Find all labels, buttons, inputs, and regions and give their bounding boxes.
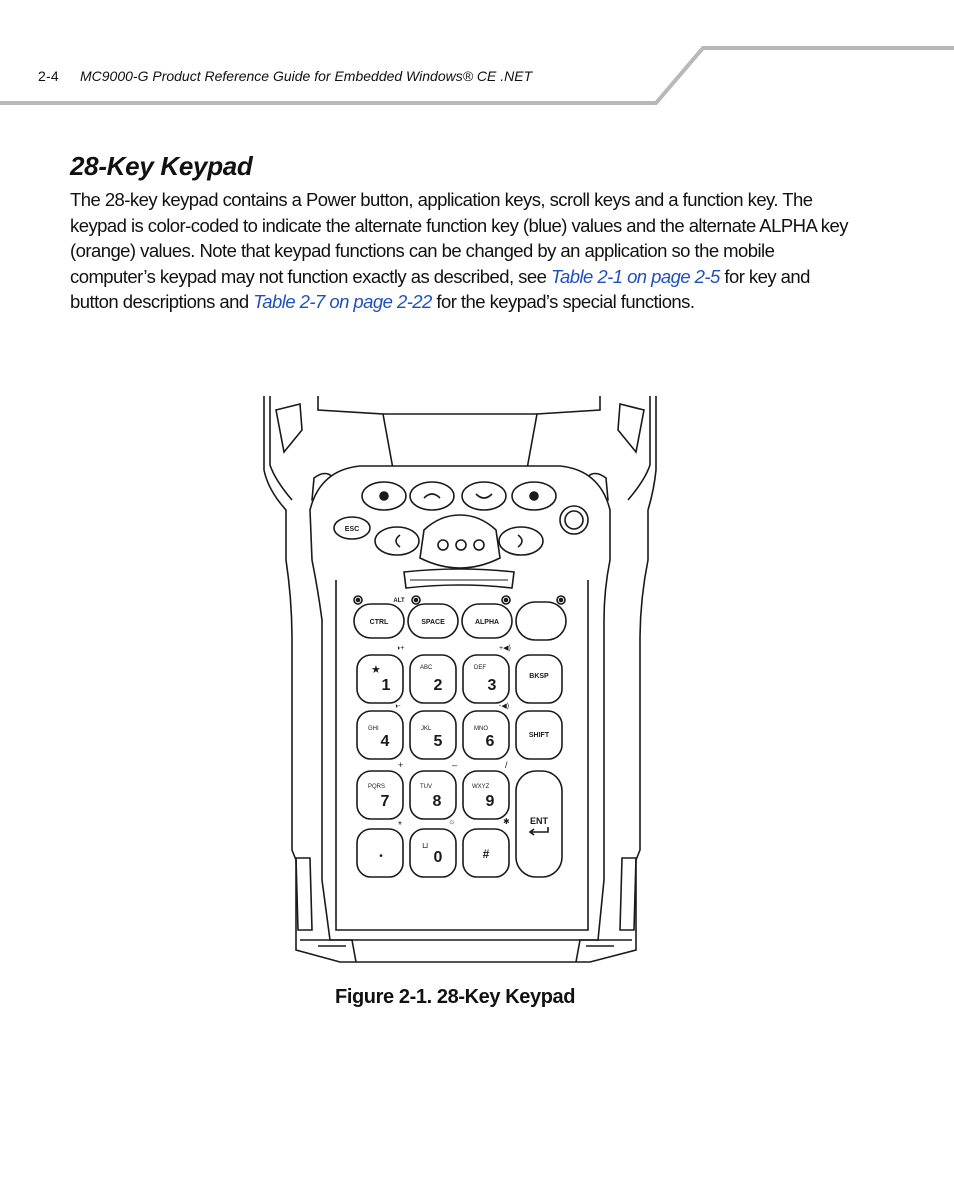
dot-key-label: • (379, 851, 383, 862)
scroll-left-key[interactable] (375, 527, 419, 555)
key-6-alpha: MNO (474, 726, 488, 732)
enter-key-label: ENT (530, 816, 548, 826)
app-key-1[interactable] (362, 482, 406, 510)
minus-symbol: – (452, 760, 458, 770)
key-1-label: 1 (381, 677, 391, 694)
key-6-label: 6 (485, 733, 495, 750)
slash-symbol: / (505, 760, 508, 770)
lamp-icon: ✱ (503, 817, 510, 826)
key-3[interactable] (463, 655, 509, 703)
plus-symbol: + (398, 760, 404, 770)
bksp-key-label: BKSP (529, 673, 549, 680)
app-key-4[interactable] (512, 482, 556, 510)
link-table-2-1[interactable]: Table 2-1 on page 2-5 (550, 265, 720, 287)
body-text-3: for the keypad’s special functions. (431, 291, 695, 312)
alt-label: ALT (393, 598, 405, 604)
figure-caption: Figure 2-1. 28-Key Keypad (335, 986, 576, 1008)
key-2-label: 2 (433, 677, 443, 694)
app-key-2[interactable] (410, 482, 454, 510)
key-2-alpha: ABC (420, 665, 433, 671)
body-text-1: The 28-key keypad contains a Power button, application keys, scroll keys and a function key. The keypad is color-coded to indicate the alternate function key (blue) values and the alternate ALPHA key (orange) values. Note that keypad functions can be changed by an application so the mobile computer’s keypad may not function exactly as described, see (70, 189, 848, 287)
keypad-illustration (262, 394, 658, 966)
key-5-label: 5 (433, 733, 443, 750)
header-rule (0, 0, 954, 110)
key-4-label: 4 (380, 733, 390, 750)
key-5-alpha: JKL (421, 726, 432, 732)
key-9-label: 9 (485, 793, 495, 810)
space-glyph-icon: ⊔ (422, 841, 429, 850)
function-key[interactable] (516, 602, 566, 640)
ctrl-key-label: CTRL (369, 619, 389, 626)
page-number: 2-4 (38, 68, 59, 84)
star-symbol: * (398, 820, 402, 831)
volume-up-icon: +◀) (499, 645, 511, 652)
link-table-2-7[interactable]: Table 2-7 on page 2-22 (253, 291, 432, 312)
brightness-down-icon: ◑- (394, 703, 401, 710)
key-1[interactable] (357, 655, 403, 703)
body-text-2: for key and button descriptions and (70, 265, 810, 312)
navigation-pad[interactable] (420, 515, 500, 568)
esc-key-label: ESC (344, 526, 360, 533)
key-4-alpha: GHI (368, 726, 379, 732)
document-title: MC9000-G Product Reference Guide for Embedded Windows® CE .NET (80, 68, 533, 84)
space-key-label: SPACE (421, 619, 445, 626)
key-3-label: 3 (487, 677, 497, 694)
key-1-star-icon: ★ (371, 664, 381, 676)
brightness-up-icon: ◑+ (396, 645, 405, 652)
volume-down-icon: -◀) (499, 703, 510, 710)
body-paragraph (70, 187, 860, 315)
key-7-alpha: PQRS (368, 784, 386, 790)
key-8-label: 8 (432, 793, 442, 810)
power-button[interactable] (560, 506, 588, 534)
shift-key-label: SHIFT (528, 732, 550, 739)
key-7-label: 7 (380, 793, 390, 810)
app-key-3[interactable] (462, 482, 506, 510)
hash-key-label: # (482, 847, 490, 861)
key-8-alpha: TUV (420, 784, 432, 790)
key-0-label: 0 (433, 849, 443, 866)
section-title: 28-Key Keypad (70, 151, 253, 181)
scroll-right-key[interactable] (499, 527, 543, 555)
backlight-icon: ☼ (448, 817, 456, 826)
alpha-key-label: ALPHA (474, 619, 500, 626)
key-3-alpha: DEF (474, 665, 486, 671)
key-9-alpha: WXYZ (472, 784, 490, 790)
